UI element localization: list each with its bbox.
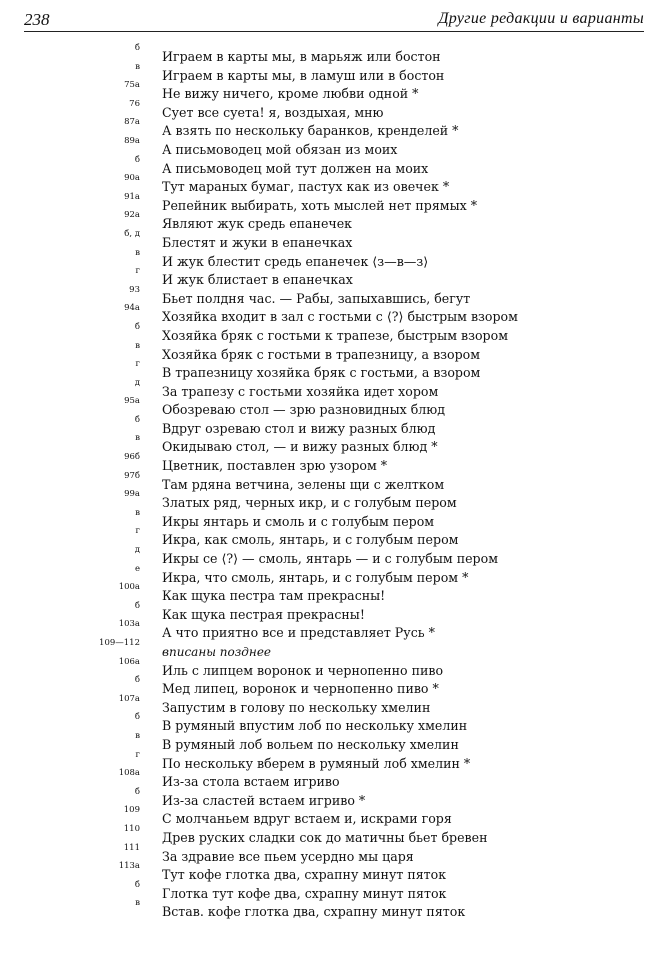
line-marker: в <box>135 433 140 444</box>
line-text: Хозяйка бряк с гостьми к трапезе, быстрым взором <box>162 327 508 343</box>
line-text: По нескольку вберем в румяный лоб хмелин * <box>162 755 471 771</box>
variant-line <box>128 433 658 457</box>
variant-line <box>118 861 658 885</box>
variant-line <box>128 247 658 272</box>
variant-line <box>128 545 658 569</box>
line-text: Играем в карты мы, в марьяж или бостон <box>162 49 441 64</box>
variant-line <box>128 359 658 383</box>
line-marker: 90а <box>124 173 140 184</box>
line-text: Хозяйка входит в зал с гостьми с ⟨?⟩ быстрым взором <box>162 309 518 325</box>
variant-line <box>128 377 658 402</box>
line-text: За здравие все пьем усердно мы царя <box>162 848 414 864</box>
line-text: С молчаньем вдруг встаем и, искрами горя <box>162 811 452 827</box>
variant-line <box>128 730 658 755</box>
line-text: Глотка тут кофе два, схрапну минут пяток <box>162 885 447 901</box>
variant-line <box>124 80 658 104</box>
variant-line <box>128 154 658 179</box>
line-text: Обозреваю стол — зрю разновидных блюд <box>162 402 446 418</box>
line-text: В румяный впустим лоб по нескольку хмелин <box>162 718 468 734</box>
variant-line <box>118 768 658 792</box>
line-text: А письмоводец мой тут должен на моих <box>162 160 429 176</box>
page-header <box>24 6 644 32</box>
variant-line <box>128 61 658 86</box>
line-text: А письмоводец мой обязан из моих <box>162 141 398 157</box>
running-title: Другие редакции и варианты <box>438 10 644 27</box>
line-marker: 108а <box>118 768 140 779</box>
line-text: Не вижу ничего, кроме любви одной * <box>162 86 419 102</box>
line-marker: 96б <box>124 452 140 463</box>
line-marker: б <box>134 43 140 53</box>
line-marker: б <box>134 600 140 611</box>
variant-line <box>124 228 658 253</box>
variant-line <box>118 693 658 718</box>
line-marker: 89а <box>124 135 140 146</box>
line-marker: 97б <box>124 470 140 481</box>
line-marker: в <box>135 730 140 741</box>
page-number: 238 <box>24 10 50 29</box>
variant-line <box>128 98 658 123</box>
line-text: Из-за сластей встаем игриво * <box>162 792 366 808</box>
variant-line <box>128 284 658 309</box>
line-text: Репейник выбирать, хоть мыслей нет прямых * <box>162 197 477 213</box>
line-text: Вдруг озреваю стол и вижу разных блюд <box>162 420 436 436</box>
line-text: Там рдяна ветчина, зелены щи с желтком <box>162 476 445 492</box>
line-text: Мед липец, воронок и чернопенно пиво * <box>162 681 439 697</box>
variant-line <box>128 712 658 736</box>
line-marker: б <box>134 786 140 797</box>
line-text: Как щука пестра там прекрасны! <box>162 588 386 604</box>
line-text: Иль с липцем воронок и чернопенно пиво <box>162 662 444 678</box>
variant-line <box>128 266 658 290</box>
editorial-note: вписаны позднее <box>162 645 272 659</box>
line-text: А что приятно все и представляет Русь * <box>162 625 435 641</box>
variant-line <box>128 43 658 67</box>
line-marker: 94а <box>124 303 140 314</box>
line-text: Хозяйка бряк с гостьми в трапезницу, а взором <box>162 346 481 362</box>
variant-line <box>128 879 658 904</box>
line-marker: б <box>134 879 140 890</box>
line-text: Играем в карты мы, в ламуш или в бостон <box>162 67 445 83</box>
variant-line <box>128 898 658 922</box>
line-marker: 95а <box>124 396 140 407</box>
line-marker: 76 <box>129 98 140 109</box>
line-marker: б, д <box>124 228 140 239</box>
line-text: И жук блестит средь епанечек ⟨з—в—з⟩ <box>162 253 429 269</box>
line-text: Древ руских сладки сок до матичны бьет бревен <box>162 829 488 845</box>
line-text: Являют жук средь епанечек <box>162 216 353 232</box>
line-marker: 110 <box>123 823 140 834</box>
line-marker: 111 <box>123 842 140 853</box>
variant-line <box>123 842 658 867</box>
line-text: И жук блистает в епанечках <box>162 272 353 288</box>
line-marker: д <box>134 545 140 556</box>
variant-line <box>124 303 658 327</box>
variant-line <box>128 507 658 532</box>
line-text: За трапезу с гостьми хозяйка идет хором <box>162 383 439 399</box>
line-marker: 107а <box>118 693 140 704</box>
line-text: Блестят и жуки в епанечках <box>162 234 353 250</box>
line-marker: б <box>134 414 140 425</box>
variant-lines <box>99 43 658 922</box>
line-text: Икра, как смоль, янтарь, и с голубым пером <box>162 532 459 548</box>
line-text: А взять по нескольку баранков, кренделей * <box>162 123 459 139</box>
variant-line <box>118 656 658 681</box>
line-text: Тут кофе глотка два, схрапну минут пяток <box>162 867 447 883</box>
line-text: Тут мараных бумаг, пастух как из овечек * <box>162 179 450 195</box>
variant-line <box>124 489 658 513</box>
line-text: Бьет полдня час. — Рабы, запыхавшись, бегут <box>162 290 471 306</box>
variant-line <box>128 675 658 699</box>
line-marker: в <box>135 898 140 909</box>
line-marker: б <box>134 154 140 165</box>
line-marker: в <box>135 340 140 351</box>
line-text: Как щука пестрая прекрасны! <box>162 606 365 622</box>
variant-line <box>128 563 658 588</box>
line-marker: г <box>135 749 140 760</box>
line-marker: г <box>135 266 140 277</box>
variant-line <box>118 619 658 643</box>
line-marker: 100а <box>118 582 140 593</box>
variant-line <box>128 414 658 439</box>
variant-line <box>128 526 658 550</box>
line-text: Златых ряд, черных икр, и с голубым пером <box>162 495 457 511</box>
line-marker: в <box>135 61 140 72</box>
line-marker: б <box>134 675 140 686</box>
line-text: В трапезницу хозяйка бряк с гостьми, а взором <box>162 365 481 381</box>
line-marker: 109 <box>123 805 140 816</box>
line-marker: 87а <box>124 117 140 128</box>
line-text: Встав. кофе глотка два, схрапну минут пяток <box>162 904 466 920</box>
line-marker: 106а <box>118 656 140 667</box>
line-marker: 113а <box>118 861 140 872</box>
line-marker: в <box>135 507 140 518</box>
line-text: Из-за стола встаем игриво <box>162 774 340 790</box>
line-text: Сует все суета! я, воздыхая, мню <box>162 104 384 120</box>
line-marker: д <box>134 377 140 388</box>
line-marker: 93 <box>129 284 140 295</box>
line-marker: 99а <box>124 489 140 500</box>
line-marker: г <box>135 526 140 537</box>
line-marker: 75а <box>124 80 140 91</box>
variant-line <box>124 135 658 160</box>
line-text: В румяный лоб вольем по нескольку хмелин <box>162 736 459 752</box>
variant-line <box>128 749 658 774</box>
variant-line <box>128 321 658 346</box>
variant-line <box>118 582 658 606</box>
variant-line <box>128 340 658 365</box>
line-text: Цветник, поставлен зрю узором * <box>162 458 388 474</box>
line-marker: 92а <box>124 210 140 221</box>
line-marker: 91а <box>124 191 140 202</box>
line-text: Запустим в голову по нескольку хмелин <box>162 699 431 715</box>
line-marker: е <box>134 563 140 574</box>
line-text: Окидываю стол, — и вижу разных блюд * <box>162 439 438 455</box>
line-marker: в <box>135 247 140 258</box>
line-marker: б <box>134 321 140 332</box>
variant-line <box>128 786 658 811</box>
line-text: Икры янтарь и смоль и с голубым пером <box>162 513 435 529</box>
line-marker: 103а <box>118 619 140 630</box>
line-marker: 109—112 <box>99 638 140 648</box>
variant-line <box>128 600 658 625</box>
line-marker: г <box>135 359 140 370</box>
header-rule <box>24 31 644 32</box>
line-marker: б <box>134 712 140 723</box>
variant-line <box>124 396 658 420</box>
line-text: Икра, что смоль, янтарь, и с голубым пером * <box>162 569 469 585</box>
line-text: Икры се ⟨?⟩ — смоль, янтарь — и с голубым пером <box>162 551 498 567</box>
